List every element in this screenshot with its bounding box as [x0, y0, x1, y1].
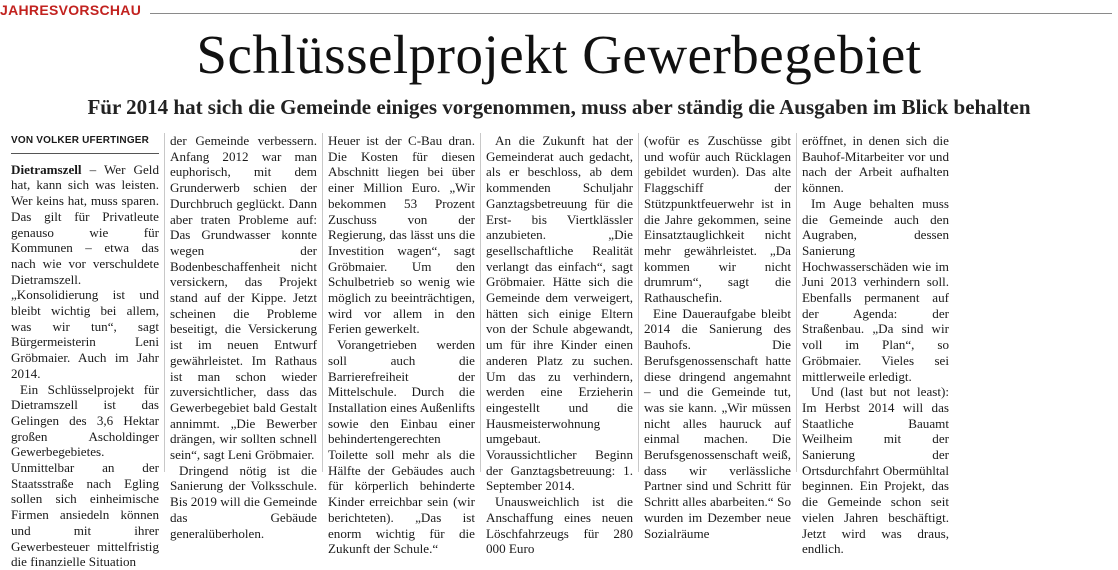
section-kicker: JAHRESVORSCHAU	[0, 2, 142, 18]
paragraph: Ein Schlüsselprojekt für Dietramszell ist das Gelingen des 3,6 Hektar großen Ascholdinger Gewerbegebietes. Unmittelbar an der Staatsstraße nach Egling sollen sich einheimische Firmen ansiedeln können und mit ihrer Gewerbesteuer mittelfristig die finanzielle Situation	[11, 381, 159, 570]
paragraph: Und (last but not least): Im Herbst 2014 will das Staatliche Bauamt Weilheim mit der Sanierung der Ortsdurchfahrt Obermühltal beginnen. Ein Projekt, das die Gemeinde schon seit vielen Jahren beschäftigt. Jetzt wird was draus, endlich.	[802, 384, 949, 557]
paragraph: Vorangetrieben werden soll auch die Barrierefreiheit der Mittelschule. Durch die Installation eines Außenlifts sowie den Einbau einer behindertengerechten Toilette soll mehr als die Hälfte der Gebäudes auch für körperlich behinderte Kinder erreichbar sein (wir berichteten). „Das ist enorm wichtig für die Zukunft der Schule.“	[328, 337, 475, 557]
paragraph-text: – Wer Geld hat, kann sich was leisten. Wer keins hat, muss sparen. Das gilt für Privatleute genauso wie für Kommunen – etwa das nach wie vor verschuldete Dietramszell. „Konsolidierung ist und bleibt wichtig bei allem, was wir tun“, sagt Bürgermeisterin Leni Gröbmaier. Auch im Jahr 2014.	[11, 161, 159, 381]
article-column-2	[164, 133, 322, 541]
article-column-5	[638, 133, 796, 541]
top-rule	[150, 13, 1112, 14]
article-column-3	[322, 133, 480, 557]
paragraph: Dringend nötig ist die Sanierung der Volksschule. Bis 2019 will die Gemeinde das Gebäude generalüberholen.	[170, 462, 317, 541]
article-column-6	[796, 133, 954, 557]
paragraph	[11, 162, 159, 382]
article-column-4	[480, 133, 638, 557]
paragraph: An die Zukunft hat der Gemeinderat auch gedacht, als er beschloss, ab dem kommenden Schuljahr Ganztagsbetreuung für die Erst- bis Viertklässler anzubieten. „Die gesellschaftliche Realität verlangt das einfach“, sagt Gröbmaier. Hätte sich die Gemeinde dem verweigert, hätten sich einige Eltern von der Schule abgewandt, um für ihre Kinder einen anderen Platz zu suchen. Um das zu verhindern, werden eine Erzieherin eingestellt und die Hausmeisterwohnung umgebaut. Voraussichtlicher Beginn der Ganztagsbetreuung: 1. September 2014.	[486, 133, 633, 494]
article-column-1	[6, 133, 164, 570]
article-body	[6, 133, 1112, 570]
subheadline: Für 2014 hat sich die Gemeinde einiges vorgenommen, muss aber ständig die Ausgaben im Blick behalten	[87, 95, 1031, 119]
paragraph: der Gemeinde verbessern. Anfang 2012 war man euphorisch, mit dem Grunderwerb schien der Durchbruch geglückt. Dann aber traten Probleme auf: Das Grundwasser konnte wegen der Bodenbeschaffenheit nicht versickern, das Projekt stand auf der Kippe. Jetzt scheinen die Probleme beseitigt, die Versickerung ist im neuen Entwurf gewährleistet. Im Rathaus ist man schon wieder zuversichtlicher, dass das Gewerbegebiet bald Gestalt annimmt. „Die Bewerber drängen, wir sollten schnell sein“, sagt Leni Gröbmaier.	[170, 133, 317, 463]
paragraph: Unausweichlich ist die Anschaffung eines neuen Löschfahrzeugs für 280 000 Euro	[486, 494, 633, 557]
paragraph: eröffnet, in denen sich die Bauhof-Mitarbeiter vor und nach der Arbeit aufhalten können.	[802, 133, 949, 196]
paragraph: Eine Daueraufgabe bleibt 2014 die Sanierung des Bauhofs. Die Berufsgenossenschaft hatte diese dringend angemahnt – und die Gemeinde tut, was sie kann. „Wir müssen nicht alles hauruck auf einmal machen. Die Berufsgenossenschaft weiß, dass wir verlässliche Partner sind und Schritt für Schritt alles abarbeiten.“ So wurden im Dezember neue Sozialräume	[644, 305, 791, 541]
paragraph: Heuer ist der C-Bau dran. Die Kosten für diesen Abschnitt liegen bei über einer Million Euro. „Wir bekommen 53 Prozent Zuschuss von der Regierung, das lässt uns die Investition wagen“, sagt Gröbmaier. Um den Schulbetrieb so wenig wie möglich zu beeinträchtigen, wird vor allem in den Ferien gewerkelt.	[328, 133, 475, 337]
headline: Schlüsselprojekt Gewerbegebiet	[196, 24, 922, 85]
dateline: Dietramszell	[11, 161, 82, 177]
paragraph: Im Auge behalten muss die Gemeinde auch den Augraben, dessen Sanierung Hochwasserschäden wie im Juni 2013 verhindern soll. Ebenfalls permanent auf der Agenda: der Straßenbau. „Da sind wir voll im Plan“, so Gröbmaier. Vieles sei mittlerweile erledigt.	[802, 195, 949, 384]
byline: VON VOLKER UFERTINGER	[11, 133, 159, 154]
paragraph: (wofür es Zuschüsse gibt und wofür auch Rücklagen gebildet wurden). Das alte Flaggschiff der Stützpunktfeuerwehr ist in die Jahre gekommen, seine Einsatztauglichkeit nicht mehr gewährleistet. „Da kommen wir nicht drumrum“, sagt die Rathauschefin.	[644, 133, 791, 306]
